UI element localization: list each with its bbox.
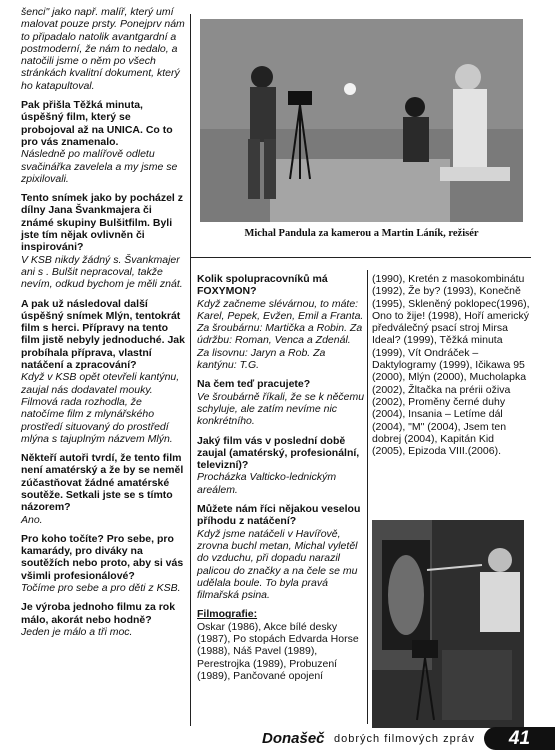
qa-block bbox=[21, 533, 186, 594]
answer: V KSB nikdy žádný s. Švankmajer ani s . Bulšit nepracoval, takže nevím, odkud bychom je měli znát. bbox=[21, 253, 183, 291]
section-divider bbox=[190, 257, 531, 258]
filmography-heading: Filmografie: bbox=[197, 608, 258, 621]
qa-block bbox=[197, 435, 365, 496]
qa-block bbox=[21, 298, 186, 446]
question: Pak přišla Těžká minuta, úspěšný film, který se probojoval až na UNICA. Co to pro vás znamenalo. bbox=[21, 99, 173, 148]
qa-block bbox=[21, 601, 186, 638]
answer: Když začneme slévárnou, to máte: Karel, Pepek, Evžen, Emil a Franta. Za šroubárnu: Martička a Robin. Za údržbu: Roman, Venca a Zdenál. Za lisovnu: Jaryn a Rob. Za kantýnu: T.G. bbox=[197, 297, 364, 372]
qa-block bbox=[197, 273, 365, 371]
intro-answer: šenci" jako např. malíř, který umí malovat pouze prsty. Ponejprv nám to připadalo natolik avantgardní a postmoderní, že nám to nedalo, a natočili jsme o něm po všech stránkách kvalitní dokument, který ho katapultoval. bbox=[21, 6, 185, 92]
question: Někteří autoři tvrdí, že tento film není amatérský a že by se neměl zúčastňovat žádné amatérské soutěže. Setkali jste se s tímto názorem? bbox=[21, 452, 184, 514]
column-divider bbox=[190, 14, 191, 726]
page-number: 41 bbox=[484, 727, 555, 750]
question: Pro koho točíte? Pro sebe, pro kamarády, pro diváky na soutěžích nebo proto, aby si vás všimli profesionálové? bbox=[21, 532, 184, 582]
answer: Následně po malířově odletu svačinářka zavelela a my jsme se zpixilovali. bbox=[21, 148, 178, 185]
painter-photo bbox=[372, 520, 524, 728]
question: Jaký film vás v poslední době zaujal (amatérský, profesionální, televizní)? bbox=[197, 434, 360, 472]
filmography bbox=[197, 608, 365, 682]
answer: Ve šroubárně říkali, že se k něčemu schyluje, ale zatím nevíme nic konkrétního. bbox=[197, 390, 365, 428]
question: Tento snímek jako by pocházel z dílny Jana Švankmajera či známé skupiny Bulšitfilm. Byli jste tím nějak ovlivněn či inspirováni? bbox=[21, 192, 184, 254]
answer: Procházka Valticko-lednickým areálem. bbox=[197, 471, 337, 496]
question: Kolik spolupracovníků má FOXYMON? bbox=[197, 273, 328, 298]
article-column-left bbox=[21, 6, 186, 645]
page-footer bbox=[262, 727, 555, 750]
painter-illustration bbox=[372, 520, 524, 728]
article-column-right bbox=[372, 273, 530, 464]
photo-caption: Michal Pandula za kamerou a Martin Láník, režisér bbox=[244, 228, 479, 239]
qa-block bbox=[21, 452, 186, 526]
answer: Točíme pro sebe a pro děti z KSB. bbox=[21, 582, 181, 595]
film-set-photo bbox=[200, 19, 523, 222]
qa-block bbox=[21, 192, 186, 290]
question: Je výroba jednoho filmu za rok málo, akorát nebo hodně? bbox=[21, 601, 176, 626]
question: A pak už následoval další úspěšný snímek Mlýn, tentokrát film s herci. Přípravy na tento film jistě nebyly jednoduché. Jak probíhala příprava, vlastní natáčení a zpracování? bbox=[21, 297, 185, 372]
column-divider bbox=[367, 270, 368, 724]
question: Můžete nám říci nějakou veselou příhodu z natáčení? bbox=[197, 503, 361, 528]
article-column-middle bbox=[197, 273, 365, 689]
magazine-tagline: dobrých filmových zpráv bbox=[334, 733, 475, 745]
filmography-continued: (1990), Kretén z masokombinátu (1992), Že by? (1993), Konečně (1995), Skleněný poklopec(1996), Ono to žije! (1998), Hoří americký předválečný psací stroj Mirsa Ideal? (1999), Těžká minuta (1999), Vít Ondráček – Daktylogramy (1999), Ičikawa 95 (2000), Mlýn (2000), Mucholapka (2002), Žltačka na prérii oživa (2002), Proměny černé duhy (2004), Insania – Letíme dál (2004), "M" (2004), Jsem ten dobrej (2004), Kapitán Kid (2005), Epizoda VIII.(2006). bbox=[372, 273, 530, 458]
qa-block bbox=[197, 503, 365, 601]
magazine-brand: Donašeč bbox=[262, 730, 325, 747]
film-set-illustration bbox=[200, 19, 523, 222]
answer: Když jsme natáčeli v Havířově, zrovna buchl metan, Michal vyletěl do vzduchu, při dopadu narazil palicou do značky a na čele se mu udělala boule. To byla pravá filmařská psina. bbox=[197, 527, 358, 602]
answer: Ano. bbox=[21, 513, 43, 526]
answer: Jeden je málo a tři moc. bbox=[21, 625, 133, 638]
filmography-list: Oskar (1986), Akce bílé desky (1987), Po stopách Edvarda Horse (1988), Náš Pavel (1989), Perestrojka (1989), Probuzení (1989), Pančované opojení bbox=[197, 620, 359, 682]
question: Na čem teď pracujete? bbox=[197, 378, 311, 391]
answer: Když v KSB opět otevřeli kantýnu, zaujal nás dodavatel mouky. Filmová rada rozhodla, že natočíme film z mlynářského prostředí situovaný do prostředí mlýna s tajuplným názvem Mlýn. bbox=[21, 371, 180, 445]
qa-block bbox=[21, 99, 186, 185]
qa-block bbox=[197, 378, 365, 427]
